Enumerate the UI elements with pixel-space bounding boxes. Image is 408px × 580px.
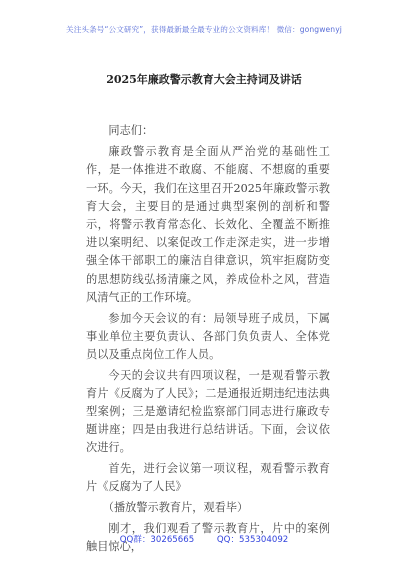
- document-body: [86, 122, 330, 559]
- header-promo-note: 关注头条号“公文研究”，获得最新最全最专业的公文资料库！ 微信：gongwenyj: [66, 25, 342, 34]
- paragraph-first-item: 首先，进行会议第一项议程，观看警示教育片《反腐为了人民》: [86, 462, 330, 494]
- document-title: 2025年廉政警示教育大会主持词及讲话: [106, 73, 302, 86]
- paragraph-agenda: 今天的会议共有四项议程，一是观看警示教育片《反腐为了人民》；二是通报近期违纪违法典型案例；三是邀请纪检监察部门同志进行廉政专题讲座；四是由我进行总结讲话。下面，会议依次进行。: [86, 368, 330, 455]
- paragraph-attendees: 参加今天会议的有：局领导班子成员，下属事业单位主要负责认、各部门负负责人、全体党员以及重点岗位工作人员。: [86, 311, 330, 361]
- footer-contact: [0, 533, 408, 545]
- paragraph-intro: 廉政警示教育是全面从严治党的基础性工作，是一体推进不敢腐、不能腐、不想腐的重要一环。今天，我们在这里召开2025年廉政警示教育大会，主要目的是通过典型案例的剖析和警示，将警示教育常态化、长效化、全覆盖不断推进以案明纪、以案促改工作走深走实，进一步增强全体干部职工的廉洁自律意识，筑牢拒腐防变的思想防线弘扬清廉之风，养成俭朴之风，营造风清气正的工作环境。: [86, 145, 330, 304]
- footer-qq-group: QQ群：30265665: [119, 535, 195, 545]
- paragraph-stage-direction: （播放警示教育片，观看毕）: [102, 501, 249, 515]
- footer-qq: QQ：535304092: [216, 535, 289, 545]
- paragraph-after-video: 刚才，我们观看了警示教育片，片中的案例触目惊心，: [86, 521, 330, 553]
- greeting: 同志们：: [108, 124, 154, 137]
